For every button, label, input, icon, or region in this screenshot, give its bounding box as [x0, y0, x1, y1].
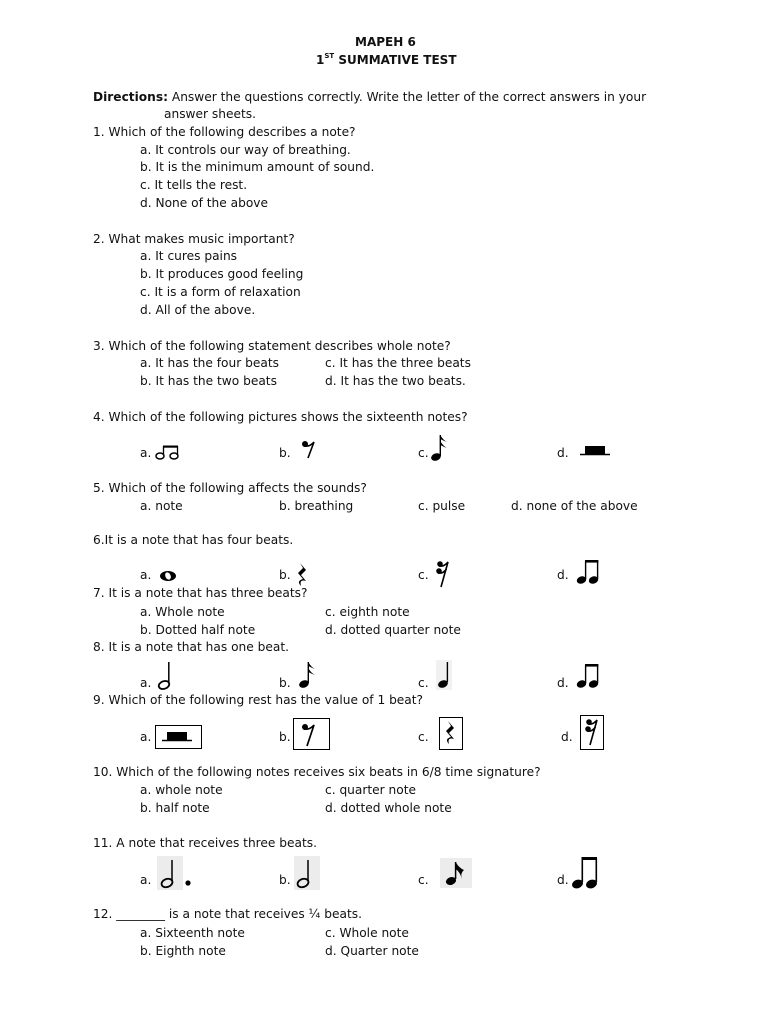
q10-choice-b: b. half note: [140, 801, 210, 815]
question-10: 10. Which of the following notes receives six beats in 6/8 time signature?: [93, 765, 541, 779]
q1-choice-d: d. None of the above: [140, 196, 269, 210]
q3-choice-b: b. It has the two beats: [140, 374, 277, 388]
q4-choice-b: b.: [279, 446, 291, 460]
q8-choice-a: a.: [140, 676, 152, 690]
q4-choice-d: d.: [557, 446, 569, 460]
sixteenth-note-icon: [298, 660, 318, 690]
whole-rest-icon: [580, 444, 610, 458]
q4-choice-c: c.: [418, 446, 429, 460]
q10-choice-c: c. quarter note: [325, 783, 417, 797]
test-number: 1: [316, 53, 325, 67]
quarter-note-icon: [436, 660, 452, 690]
q5-choice-a: a. note: [140, 499, 183, 513]
q10-choice-a: a. whole note: [140, 783, 223, 797]
q9-choice-d: d.: [561, 730, 573, 744]
q7-choice-b: b. Dotted half note: [140, 623, 256, 637]
q9-option-a-box: [155, 725, 202, 749]
q5-choice-b: b. breathing: [279, 499, 354, 513]
q12-choice-d: d. Quarter note: [325, 944, 419, 958]
test-number-suffix: ST: [324, 52, 335, 60]
whole-note-icon: [158, 569, 178, 583]
q11-choice-a: a.: [140, 873, 152, 887]
half-note-icon: [294, 858, 318, 890]
page-title: MAPEH 6: [355, 35, 416, 49]
directions-text-cont: answer sheets.: [164, 107, 256, 121]
question-11: 11. A note that receives three beats.: [93, 836, 318, 850]
q11-choice-d: d.: [557, 873, 569, 887]
question-7: 7. It is a note that has three beats?: [93, 586, 308, 600]
question-12: 12. ________ is a note that receives ¼ beats.: [93, 907, 362, 921]
dotted-half-note-icon: [158, 858, 194, 890]
question-9: 9. Which of the following rest has the value of 1 beat?: [93, 693, 424, 707]
q3-choice-d: d. It has the two beats.: [325, 374, 466, 388]
q7-choice-c: c. eighth note: [325, 605, 410, 619]
question-1: 1. Which of the following describes a note?: [93, 125, 356, 139]
q1-choice-c: c. It tells the rest.: [140, 178, 248, 192]
q2-choice-c: c. It is a form of relaxation: [140, 285, 301, 299]
whole-rest-icon: [162, 730, 192, 744]
q11-choice-c: c.: [418, 873, 429, 887]
q6-choice-b: b.: [279, 568, 291, 582]
question-5: 5. Which of the following affects the sounds?: [93, 481, 367, 495]
beamed-eighth-notes-icon: [576, 558, 600, 586]
q6-choice-a: a.: [140, 568, 152, 582]
directions-text: Answer the questions correctly. Write the letter of the correct answers in your: [167, 90, 647, 104]
q8-choice-d: d.: [557, 676, 569, 690]
q10-choice-d: d. dotted whole note: [325, 801, 452, 815]
q9-choice-b: b.: [279, 730, 291, 744]
directions: [93, 90, 646, 105]
q1-choice-a: a. It controls our way of breathing.: [140, 143, 351, 157]
q6-choice-c: c.: [418, 568, 429, 582]
question-4: 4. Which of the following pictures shows the sixteenth notes?: [93, 410, 468, 424]
beamed-eighth-notes-icon: [576, 662, 600, 690]
q7-choice-a: a. Whole note: [140, 605, 225, 619]
sixteenth-rest-icon: [583, 718, 601, 746]
q11-choice-b: b.: [279, 873, 291, 887]
quarter-rest-icon: [295, 562, 311, 588]
q9-option-d-box: [580, 715, 604, 750]
eighth-note-icon: [444, 860, 468, 888]
directions-label: Directions:: [93, 90, 168, 104]
q2-choice-a: a. It cures pains: [140, 249, 238, 263]
q9-choice-c: c.: [418, 730, 429, 744]
half-note-icon: [156, 661, 174, 691]
q12-choice-c: c. Whole note: [325, 926, 409, 940]
q9-choice-a: a.: [140, 730, 152, 744]
q6-choice-d: d.: [557, 568, 569, 582]
quarter-rest-icon: [443, 720, 459, 746]
q2-choice-d: d. All of the above.: [140, 303, 256, 317]
question-3: 3. Which of the following statement describes whole note?: [93, 339, 451, 353]
q7-choice-d: d. dotted quarter note: [325, 623, 461, 637]
test-title: [316, 53, 457, 68]
sixteenth-rest-icon: [434, 560, 452, 588]
question-8: 8. It is a note that has one beat.: [93, 640, 289, 654]
q12-choice-a: a. Sixteenth note: [140, 926, 245, 940]
beamed-eighth-notes-icon: [571, 855, 599, 891]
eighth-rest-icon: [300, 721, 318, 747]
question-6: 6.It is a note that has four beats.: [93, 533, 294, 547]
q8-choice-b: b.: [279, 676, 291, 690]
q12-choice-b: b. Eighth note: [140, 944, 226, 958]
eighth-rest-icon: [300, 439, 318, 459]
question-2: 2. What makes music important?: [93, 232, 295, 246]
q1-choice-b: b. It is the minimum amount of sound.: [140, 160, 375, 174]
q2-choice-b: b. It produces good feeling: [140, 267, 304, 281]
beamed-eighth-notes-icon: [155, 443, 181, 461]
q9-option-b-box: [293, 718, 330, 750]
q5-choice-d: d. none of the above: [511, 499, 638, 513]
test-title-text: SUMMATIVE TEST: [334, 53, 457, 67]
sixteenth-note-icon: [430, 433, 450, 463]
q3-choice-c: c. It has the three beats: [325, 356, 471, 370]
q4-choice-a: a.: [140, 446, 152, 460]
q5-choice-c: c. pulse: [418, 499, 466, 513]
q3-choice-a: a. It has the four beats: [140, 356, 279, 370]
q8-choice-c: c.: [418, 676, 429, 690]
q9-option-c-box: [439, 717, 463, 750]
